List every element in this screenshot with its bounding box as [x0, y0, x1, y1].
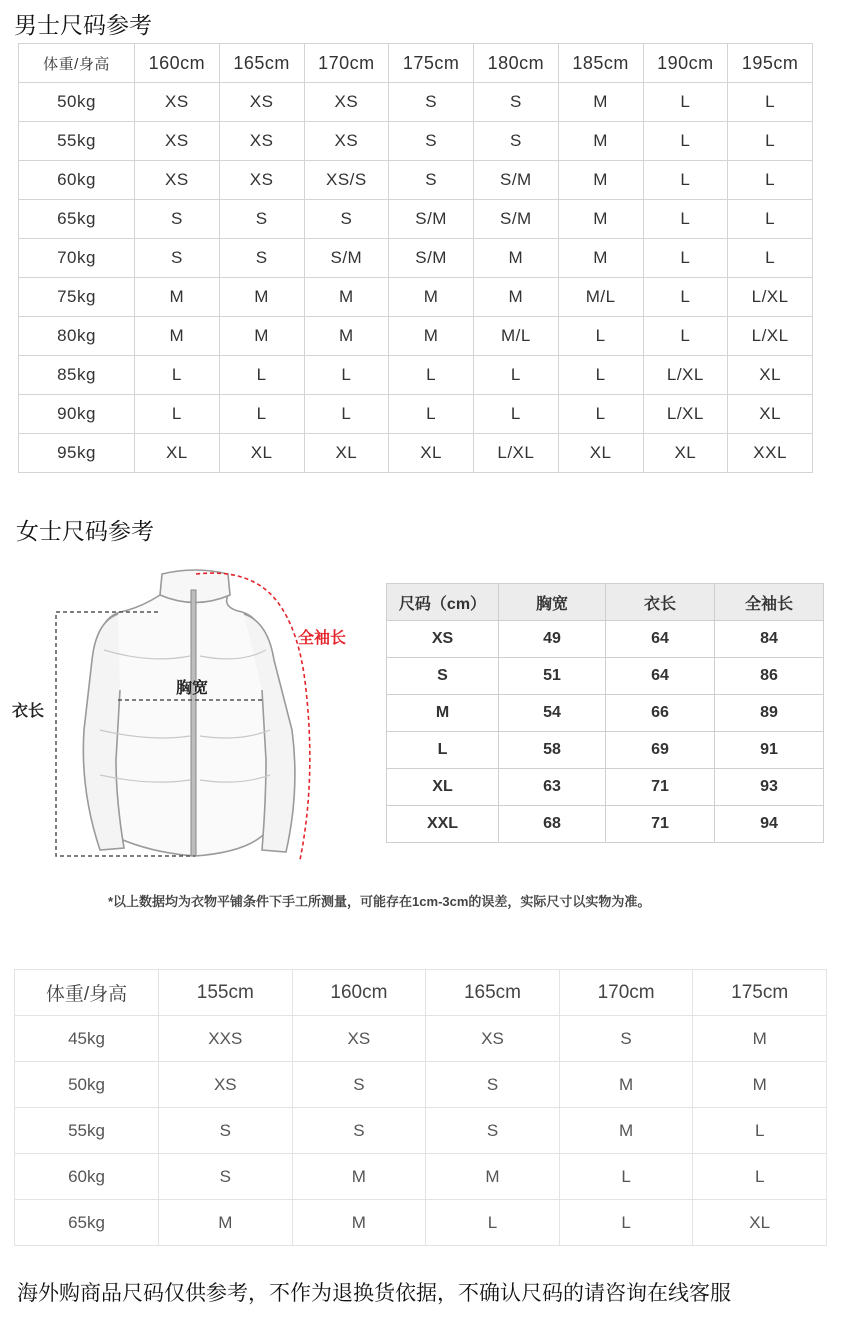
weight-cell: 50kg [15, 1062, 159, 1108]
size-cell: M [219, 278, 304, 317]
size-cell: XS [135, 83, 220, 122]
women-corner-header: 体重/身高 [15, 970, 159, 1016]
size-label-cell: M [387, 695, 499, 732]
size-cell: L [728, 239, 813, 278]
measurement-row [387, 732, 824, 769]
size-cell: S [135, 239, 220, 278]
men-header-row [19, 44, 813, 83]
men-table-row [19, 356, 813, 395]
size-cell: L [728, 200, 813, 239]
size-cell: M [159, 1200, 293, 1246]
size-cell: M [558, 83, 643, 122]
size-cell: M [389, 278, 474, 317]
size-cell: L [558, 356, 643, 395]
size-cell: L [219, 356, 304, 395]
women-height-header: 160cm [292, 970, 426, 1016]
size-cell: L [304, 395, 389, 434]
measurement-cell: 64 [606, 658, 715, 695]
measurement-header-row [387, 584, 824, 621]
size-cell: S [474, 122, 559, 161]
women-size-title: 女士尺码参考 [16, 518, 154, 544]
weight-cell: 45kg [15, 1016, 159, 1062]
size-cell: M [135, 278, 220, 317]
men-table-row [19, 122, 813, 161]
size-cell: L [643, 317, 728, 356]
size-cell: M [558, 122, 643, 161]
men-height-header: 170cm [304, 44, 389, 83]
weight-cell: 80kg [19, 317, 135, 356]
men-height-header: 190cm [643, 44, 728, 83]
size-cell: S [135, 200, 220, 239]
size-cell: XL [558, 434, 643, 473]
size-cell: S [389, 122, 474, 161]
measurement-row [387, 769, 824, 806]
size-cell: L [135, 356, 220, 395]
chest-label: 胸宽 [176, 680, 209, 697]
size-cell: S [219, 200, 304, 239]
weight-cell: 95kg [19, 434, 135, 473]
measurement-header: 全袖长 [715, 584, 824, 621]
size-cell: S [426, 1108, 560, 1154]
size-cell: M [474, 239, 559, 278]
men-size-title: 男士尺码参考 [14, 12, 152, 38]
men-corner-header: 体重/身高 [19, 44, 135, 83]
size-cell: M [559, 1062, 693, 1108]
measurement-cell: 86 [715, 658, 824, 695]
size-cell: S [159, 1154, 293, 1200]
women-height-header: 165cm [426, 970, 560, 1016]
size-cell: M [474, 278, 559, 317]
measurement-cell: 51 [499, 658, 606, 695]
size-cell: L [643, 200, 728, 239]
jacket-diagram [0, 560, 380, 870]
size-cell: S/M [474, 161, 559, 200]
size-cell: L [559, 1154, 693, 1200]
men-height-header: 180cm [474, 44, 559, 83]
size-cell: M [693, 1062, 827, 1108]
measurement-cell: 68 [499, 806, 606, 843]
measurement-cell: 71 [606, 769, 715, 806]
size-cell: M/L [558, 278, 643, 317]
size-cell: S [559, 1016, 693, 1062]
size-cell: S [219, 239, 304, 278]
size-cell: L [474, 356, 559, 395]
measurement-cell: 66 [606, 695, 715, 732]
size-cell: M [292, 1200, 426, 1246]
size-cell: S [292, 1062, 426, 1108]
size-cell: XS/S [304, 161, 389, 200]
men-height-header: 185cm [558, 44, 643, 83]
size-cell: L/XL [728, 317, 813, 356]
size-cell: L [643, 83, 728, 122]
size-cell: XS [292, 1016, 426, 1062]
size-cell: L [643, 161, 728, 200]
size-cell: L [558, 317, 643, 356]
size-cell: M [693, 1016, 827, 1062]
footer-disclaimer: 海外购商品尺码仅供参考，不作为退换货依据，不确认尺码的请咨询在线客服 [17, 1282, 731, 1305]
size-cell: L [643, 278, 728, 317]
size-cell: S [474, 83, 559, 122]
size-cell: XS [426, 1016, 560, 1062]
size-cell: XL [643, 434, 728, 473]
measurement-header: 胸宽 [499, 584, 606, 621]
measurement-row [387, 695, 824, 732]
men-table-row [19, 200, 813, 239]
size-cell: XS [159, 1062, 293, 1108]
size-cell: XL [219, 434, 304, 473]
jacket-zipper [191, 590, 196, 856]
size-cell: L [559, 1200, 693, 1246]
size-label-cell: L [387, 732, 499, 769]
women-measurement-table [386, 583, 824, 843]
women-table-row [15, 1154, 827, 1200]
size-cell: L [728, 161, 813, 200]
women-height-header: 170cm [559, 970, 693, 1016]
size-cell: XS [219, 161, 304, 200]
women-table-row [15, 1016, 827, 1062]
size-cell: XL [389, 434, 474, 473]
women-size-table [14, 969, 827, 1246]
weight-cell: 75kg [19, 278, 135, 317]
women-height-header: 175cm [693, 970, 827, 1016]
size-cell: M [558, 200, 643, 239]
size-cell: L/XL [643, 356, 728, 395]
size-cell: M [292, 1154, 426, 1200]
men-height-header: 175cm [389, 44, 474, 83]
weight-cell: 60kg [15, 1154, 159, 1200]
size-cell: L [693, 1108, 827, 1154]
weight-cell: 55kg [19, 122, 135, 161]
women-height-header: 155cm [159, 970, 293, 1016]
measurement-cell: 93 [715, 769, 824, 806]
men-height-header: 195cm [728, 44, 813, 83]
women-table-row [15, 1062, 827, 1108]
women-table-row [15, 1200, 827, 1246]
measurement-cell: 69 [606, 732, 715, 769]
men-size-table [18, 43, 813, 473]
women-table-row [15, 1108, 827, 1154]
weight-cell: 70kg [19, 239, 135, 278]
size-cell: L [558, 395, 643, 434]
weight-cell: 50kg [19, 83, 135, 122]
size-cell: XL [728, 395, 813, 434]
women-header-row [15, 970, 827, 1016]
size-cell: L [728, 122, 813, 161]
weight-cell: 55kg [15, 1108, 159, 1154]
size-cell: L [693, 1154, 827, 1200]
weight-cell: 65kg [15, 1200, 159, 1246]
men-table-row [19, 83, 813, 122]
measurement-row [387, 621, 824, 658]
size-cell: L/XL [728, 278, 813, 317]
size-cell: XL [728, 356, 813, 395]
size-cell: M [304, 317, 389, 356]
measurement-cell: 71 [606, 806, 715, 843]
measurement-note: *以上数据均为衣物平铺条件下手工所测量，可能存在1cm-3cm的误差，实际尺寸以实物为准。 [108, 894, 651, 909]
size-cell: S [426, 1062, 560, 1108]
length-label: 衣长 [12, 703, 45, 720]
size-cell: XXL [728, 434, 813, 473]
men-table-row [19, 239, 813, 278]
measurement-cell: 84 [715, 621, 824, 658]
measurement-cell: 91 [715, 732, 824, 769]
size-cell: L [389, 395, 474, 434]
size-cell: L [304, 356, 389, 395]
size-label-cell: XXL [387, 806, 499, 843]
size-cell: L/XL [474, 434, 559, 473]
size-cell: M/L [474, 317, 559, 356]
size-cell: S/M [304, 239, 389, 278]
men-height-header: 165cm [219, 44, 304, 83]
measurement-cell: 54 [499, 695, 606, 732]
size-cell: L [643, 122, 728, 161]
size-cell: L [643, 239, 728, 278]
size-cell: S [304, 200, 389, 239]
size-cell: L/XL [643, 395, 728, 434]
size-label-cell: XS [387, 621, 499, 658]
size-cell: M [558, 239, 643, 278]
size-cell: S/M [389, 239, 474, 278]
size-cell: S [389, 161, 474, 200]
size-cell: L [426, 1200, 560, 1246]
size-cell: XS [219, 83, 304, 122]
jacket-left-sleeve [83, 614, 124, 850]
measurement-cell: 58 [499, 732, 606, 769]
size-cell: XS [135, 122, 220, 161]
men-table-row [19, 434, 813, 473]
sleeve-label: 全袖长 [298, 630, 347, 647]
men-table-row [19, 278, 813, 317]
size-cell: XL [304, 434, 389, 473]
size-cell: S [292, 1108, 426, 1154]
size-cell: M [219, 317, 304, 356]
size-cell: L [389, 356, 474, 395]
measurement-cell: 94 [715, 806, 824, 843]
size-cell: XS [219, 122, 304, 161]
size-label-cell: XL [387, 769, 499, 806]
measurement-header: 尺码（cm） [387, 584, 499, 621]
men-table-row [19, 317, 813, 356]
size-cell: S [159, 1108, 293, 1154]
measurement-cell: 89 [715, 695, 824, 732]
weight-cell: 65kg [19, 200, 135, 239]
size-cell: M [135, 317, 220, 356]
size-cell: M [389, 317, 474, 356]
size-cell: L [135, 395, 220, 434]
men-height-header: 160cm [135, 44, 220, 83]
weight-cell: 85kg [19, 356, 135, 395]
size-cell: L [728, 83, 813, 122]
measurement-cell: 49 [499, 621, 606, 658]
size-cell: XL [693, 1200, 827, 1246]
size-cell: XL [135, 434, 220, 473]
size-cell: XS [304, 122, 389, 161]
size-cell: S [389, 83, 474, 122]
size-label-cell: S [387, 658, 499, 695]
weight-cell: 60kg [19, 161, 135, 200]
measurement-header: 衣长 [606, 584, 715, 621]
size-cell: M [558, 161, 643, 200]
measurement-row [387, 806, 824, 843]
size-cell: S/M [389, 200, 474, 239]
size-cell: XXS [159, 1016, 293, 1062]
size-cell: XS [135, 161, 220, 200]
size-cell: M [304, 278, 389, 317]
size-cell: L [219, 395, 304, 434]
men-table-row [19, 161, 813, 200]
measurement-row [387, 658, 824, 695]
measurement-cell: 63 [499, 769, 606, 806]
size-cell: S/M [474, 200, 559, 239]
weight-cell: 90kg [19, 395, 135, 434]
size-cell: L [474, 395, 559, 434]
measurement-cell: 64 [606, 621, 715, 658]
size-cell: XS [304, 83, 389, 122]
men-table-row [19, 395, 813, 434]
size-cell: M [559, 1108, 693, 1154]
size-cell: M [426, 1154, 560, 1200]
